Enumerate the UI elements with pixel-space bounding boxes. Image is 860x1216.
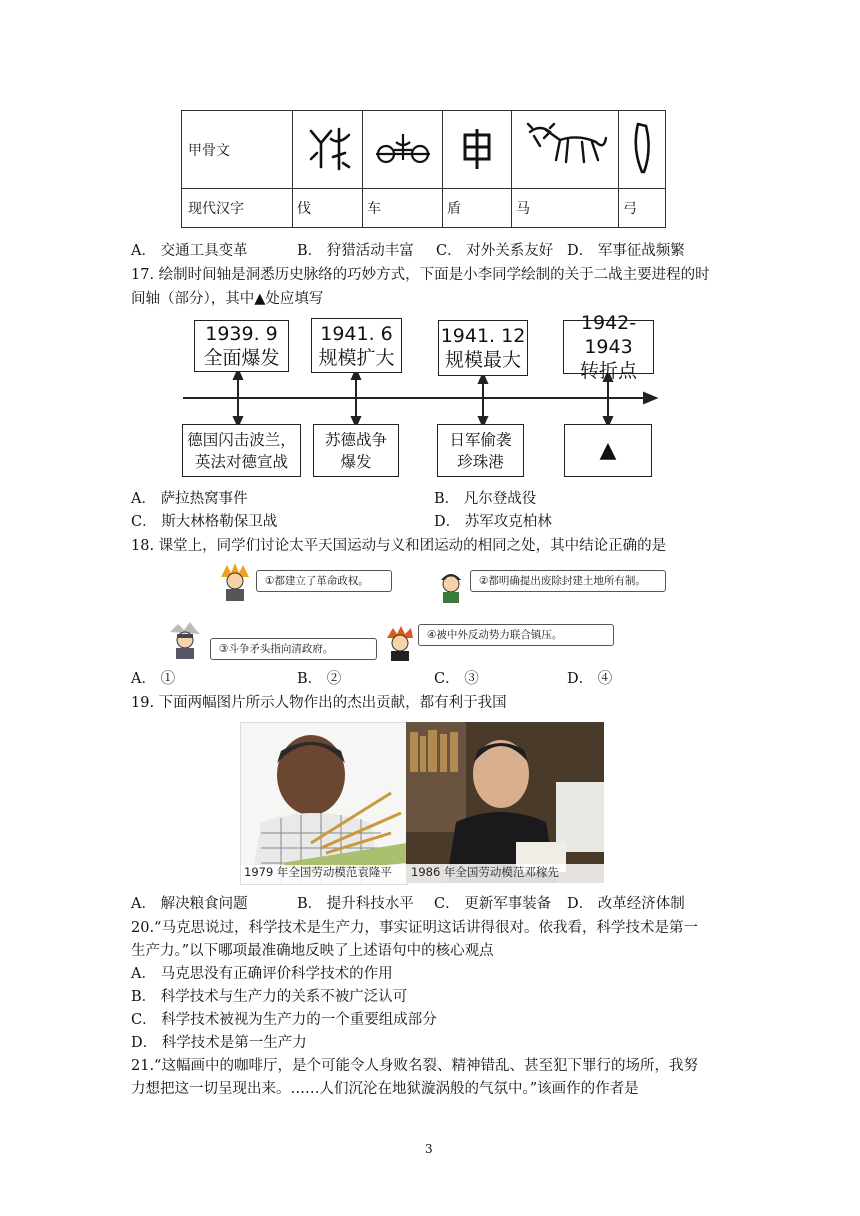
q17-option-b[interactable]: B． 凡尔登战役	[434, 491, 537, 507]
photo-yuan-longping	[240, 722, 408, 885]
student-avatar-icon	[219, 563, 251, 603]
q16-option-d[interactable]: D． 军事征战频繁	[567, 243, 685, 259]
q17-option-a[interactable]: A． 萨拉热窝事件	[131, 491, 248, 507]
modern-char: 伐	[293, 189, 363, 228]
q20-option-c[interactable]: C． 科学技术被视为生产力的一个重要组成部分	[131, 1012, 437, 1028]
row-label-oracle: 甲骨文	[182, 111, 293, 189]
timeline-top-box-4	[563, 312, 654, 382]
modern-char: 车	[363, 189, 443, 228]
timeline-event: 英法对德宣战	[194, 452, 288, 471]
timeline-date: 1942-1943	[580, 312, 637, 358]
speech-bubble-3: ③斗争矛头指向清政府。	[210, 638, 377, 660]
timeline-event: 爆发	[340, 452, 372, 471]
q17-option-d[interactable]: D． 苏军攻克柏林	[434, 514, 552, 530]
blank-triangle-marker: ▲	[599, 437, 617, 463]
timeline-bottom-box-1	[182, 424, 301, 477]
timeline-stage: 规模最大	[444, 349, 521, 371]
page-number: 3	[425, 1142, 433, 1156]
modern-char: 盾	[443, 189, 512, 228]
modern-char: 弓	[619, 189, 666, 228]
q20-stem-line1: 20.“马克思说过，科学技术是生产力，事实证明这话讲得很对。依我看，科学技术是第一	[131, 920, 698, 936]
timeline-bottom-box-blank	[564, 424, 652, 477]
timeline-event: 珍珠港	[457, 452, 504, 471]
q16-option-c[interactable]: C． 对外关系友好	[436, 243, 554, 259]
timeline-bottom-box-2	[313, 424, 399, 477]
timeline-date: 1939. 9	[205, 323, 278, 345]
student-avatar-icon	[385, 626, 415, 662]
timeline-stage: 规模扩大	[318, 346, 395, 369]
caption-deng-jiaxian: 1986 年全国劳动模范邓稼先	[411, 865, 559, 879]
speech-bubble-2: ②都明确提出废除封建土地所有制。	[470, 570, 666, 592]
q17-stem-line1: 17. 绘制时间轴是洞悉历史脉络的巧妙方式，下面是小李同学绘制的关于二战主要进程的时	[131, 267, 710, 283]
speech-bubble-1: ①都建立了革命政权。	[256, 570, 392, 592]
q16-option-b[interactable]: B． 狩猎活动丰富	[297, 243, 414, 259]
q17-stem-line2: 间轴（部分），其中▲处应填写	[131, 291, 324, 307]
caption-yuan-longping: 1979 年全国劳动模范袁隆平	[244, 865, 392, 879]
timeline-stage: 全面爆发	[203, 347, 280, 369]
timeline-top-box-1	[194, 320, 289, 372]
q21-stem-line2: 力想把这一切呈现出来。……人们沉沦在地狱漩涡般的气氛中。”该画作的作者是	[131, 1081, 639, 1097]
timeline-bottom-box-3	[437, 424, 524, 477]
q19-option-c[interactable]: C． 更新军事装备	[434, 896, 552, 912]
q20-option-b[interactable]: B． 科学技术与生产力的关系不被广泛认可	[131, 989, 408, 1005]
q18-option-c[interactable]: C． ③	[434, 671, 479, 687]
row-label-modern: 现代汉字	[182, 189, 293, 228]
q18-option-a[interactable]: A． ①	[131, 671, 176, 687]
student-avatar-icon	[168, 622, 202, 660]
timeline-date: 1941. 12	[440, 325, 526, 347]
q20-option-d[interactable]: D． 科学技术是第一生产力	[131, 1035, 307, 1051]
q19-stem: 19. 下面两幅图片所示人物作出的杰出贡献，都有利于我国	[131, 695, 507, 711]
q16-option-a[interactable]: A． 交通工具变革	[131, 243, 248, 259]
q19-option-b[interactable]: B． 提升科技水平	[297, 896, 414, 912]
timeline-date: 1941. 6	[320, 322, 393, 345]
q20-option-a[interactable]: A． 马克思没有正确评价科学技术的作用	[131, 966, 393, 982]
speech-bubble-4: ④被中外反动势力联合镇压。	[418, 624, 614, 646]
modern-char: 马	[512, 189, 619, 228]
q18-stem: 18. 课堂上，同学们讨论太平天国运动与义和团运动的相同之处，其中结论正确的是	[131, 538, 667, 554]
q19-option-d[interactable]: D． 改革经济体制	[567, 896, 685, 912]
timeline-event: 苏德战争	[324, 430, 387, 449]
timeline-event: 日军偷袭	[449, 430, 512, 449]
timeline-top-box-3	[438, 320, 528, 376]
q18-option-d[interactable]: D． ④	[567, 671, 613, 687]
photo-deng-jiaxian	[406, 722, 604, 883]
q18-option-b[interactable]: B． ②	[297, 671, 342, 687]
timeline-axis	[0, 0, 860, 500]
timeline-stage: 转折点	[579, 360, 637, 382]
timeline-event: 德国闪击波兰，	[187, 430, 296, 449]
q20-stem-line2: 生产力。”以下哪项最准确地反映了上述语句中的核心观点	[131, 943, 494, 959]
timeline-top-box-2	[311, 318, 402, 373]
q17-option-c[interactable]: C． 斯大林格勒保卫战	[131, 514, 278, 530]
q21-stem-line1: 21.“这幅画中的咖啡厅，是个可能令人身败名裂、精神错乱、甚至犯下罪行的场所，我努	[131, 1058, 698, 1074]
q19-option-a[interactable]: A． 解决粮食问题	[131, 896, 248, 912]
student-avatar-icon	[437, 568, 465, 604]
